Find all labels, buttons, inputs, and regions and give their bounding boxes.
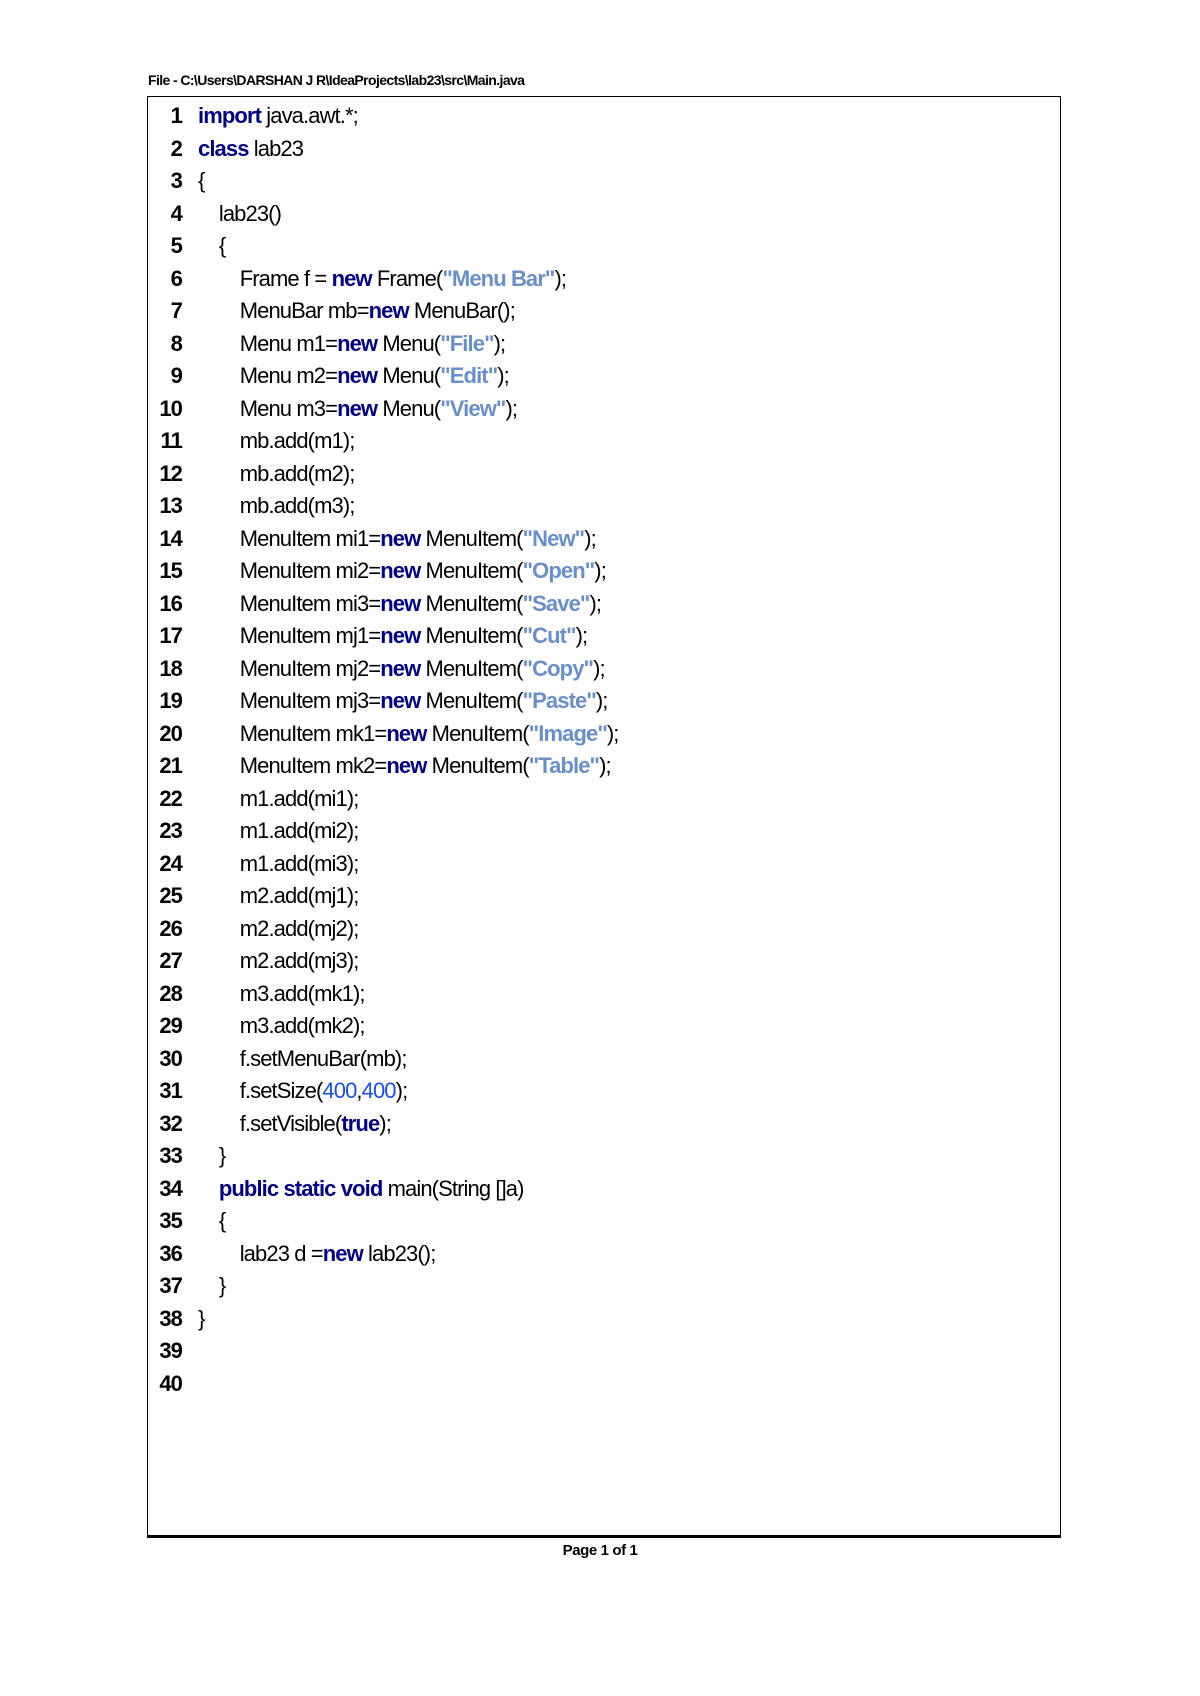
code-line xyxy=(148,978,1060,1011)
code-line xyxy=(148,945,1060,978)
keyword-token: new xyxy=(380,688,421,713)
plain-token: MenuItem( xyxy=(420,655,523,681)
plain-token: ); xyxy=(505,395,518,421)
plain-token: mb.add(m3); xyxy=(198,493,355,518)
code-line xyxy=(148,100,1060,133)
code-line xyxy=(148,165,1060,198)
plain-token: m3.add(mk2); xyxy=(198,1013,365,1038)
plain-token: mb.add(m2); xyxy=(198,460,355,486)
line-number: 24 xyxy=(159,850,182,876)
code-line xyxy=(148,815,1060,848)
plain-token: m1.add(mi3); xyxy=(198,850,359,876)
plain-token: Menu m2= xyxy=(198,363,338,388)
code-text xyxy=(198,133,303,166)
line-number: 40 xyxy=(159,1370,182,1396)
code-line xyxy=(148,880,1060,913)
plain-token: Menu m1= xyxy=(198,330,338,356)
line-number: 3 xyxy=(170,168,182,193)
code-text xyxy=(198,490,355,523)
code-text xyxy=(198,750,611,783)
plain-token: Menu( xyxy=(377,395,441,421)
line-number: 2 xyxy=(170,135,182,161)
plain-token: ); xyxy=(584,525,596,551)
plain-token: ); xyxy=(575,623,588,648)
code-line xyxy=(148,588,1060,621)
line-number: 4 xyxy=(170,200,182,226)
plain-token: ); xyxy=(599,753,611,778)
plain-token: { xyxy=(198,1208,226,1233)
plain-token: m1.add(mi2); xyxy=(198,818,359,843)
plain-token: MenuItem mj2= xyxy=(198,655,381,681)
line-number: 34 xyxy=(159,1175,182,1201)
file-path-header: File - C:\Users\DARSHAN J R\IdeaProjects\lab23\src\Main.java xyxy=(148,72,525,88)
line-number: 8 xyxy=(170,330,182,356)
code-text xyxy=(198,523,596,556)
plain-token: main(String []a) xyxy=(382,1175,524,1201)
code-text xyxy=(198,555,606,588)
line-number: 15 xyxy=(159,558,182,583)
code-line xyxy=(148,1335,1060,1368)
code-line xyxy=(148,1010,1060,1043)
plain-token: Frame f = xyxy=(198,265,332,291)
code-text xyxy=(198,1303,204,1336)
plain-token: ); xyxy=(493,330,506,356)
code-text xyxy=(198,360,509,393)
code-text xyxy=(198,198,281,231)
code-text xyxy=(198,393,517,426)
code-text xyxy=(198,263,566,296)
string-token: "Edit" xyxy=(440,363,498,388)
plain-token: f.setSize( xyxy=(198,1078,323,1103)
line-number: 35 xyxy=(159,1208,182,1233)
code-line xyxy=(148,750,1060,783)
code-line xyxy=(148,1368,1060,1401)
plain-token: ); xyxy=(497,363,509,388)
keyword-token: new xyxy=(380,525,421,551)
plain-token: Menu( xyxy=(377,330,441,356)
keyword-token: new xyxy=(380,623,421,648)
line-number: 26 xyxy=(159,915,182,941)
code-text xyxy=(198,1205,225,1238)
code-line xyxy=(148,393,1060,426)
keyword-token: new xyxy=(380,590,421,616)
code-line xyxy=(148,263,1060,296)
plain-token: } xyxy=(198,1273,226,1298)
plain-token: ); xyxy=(589,590,602,616)
code-line xyxy=(148,848,1060,881)
string-token: "Cut" xyxy=(522,623,576,648)
code-text xyxy=(198,620,587,653)
code-line xyxy=(148,1173,1060,1206)
plain-token: ); xyxy=(395,1078,408,1103)
code-text xyxy=(198,783,359,816)
string-token: "Image" xyxy=(528,720,607,746)
plain-token: f.setMenuBar(mb); xyxy=(198,1045,407,1071)
plain-token: m3.add(mk1); xyxy=(198,980,365,1006)
code-text xyxy=(198,815,359,848)
string-token: "Menu Bar" xyxy=(442,265,555,291)
code-text xyxy=(198,100,358,133)
code-line xyxy=(148,1270,1060,1303)
plain-token: MenuItem( xyxy=(420,688,523,713)
code-text xyxy=(198,880,359,913)
keyword-token: new xyxy=(331,265,372,291)
code-text xyxy=(198,425,355,458)
plain-token: MenuItem( xyxy=(426,753,529,778)
plain-token: MenuItem( xyxy=(426,720,529,746)
plain-token: MenuBar(); xyxy=(408,298,515,323)
plain-token: MenuItem mk1= xyxy=(198,720,387,746)
keyword-token: new xyxy=(386,753,427,778)
plain-token: f.setVisible( xyxy=(198,1110,342,1136)
line-number: 32 xyxy=(159,1110,182,1136)
plain-token: Menu( xyxy=(377,363,441,388)
plain-token: ); xyxy=(593,655,605,681)
code-frame xyxy=(147,96,1061,1538)
code-text xyxy=(198,1075,407,1108)
plain-token: java.awt.*; xyxy=(261,103,358,128)
plain-token: ); xyxy=(595,688,608,713)
plain-token: MenuItem mi2= xyxy=(198,558,381,583)
string-token: "Table" xyxy=(528,753,600,778)
code-text xyxy=(198,978,365,1011)
number-token: 400 xyxy=(361,1078,396,1103)
page-number: Page 1 of 1 xyxy=(562,1542,638,1559)
line-number: 14 xyxy=(159,525,182,551)
plain-token: } xyxy=(198,1143,226,1168)
line-number: 18 xyxy=(159,655,182,681)
code-line xyxy=(148,328,1060,361)
plain-token: ); xyxy=(606,720,619,746)
code-listing xyxy=(148,100,1060,1400)
line-number: 31 xyxy=(159,1078,182,1103)
plain-token: MenuBar mb= xyxy=(198,298,369,323)
plain-token: MenuItem mj1= xyxy=(198,623,381,648)
plain-token: } xyxy=(198,1305,205,1331)
keyword-token: new xyxy=(368,298,409,323)
string-token: "New" xyxy=(522,525,585,551)
plain-token: ); xyxy=(379,1110,391,1136)
line-number: 6 xyxy=(170,265,182,291)
plain-token: MenuItem( xyxy=(420,590,523,616)
plain-token: , xyxy=(356,1078,362,1103)
line-number: 12 xyxy=(159,460,182,486)
code-text xyxy=(198,685,608,718)
string-token: "File" xyxy=(440,330,494,356)
plain-token: m1.add(mi1); xyxy=(198,785,359,811)
code-text xyxy=(198,1238,435,1271)
plain-token: MenuItem( xyxy=(420,623,523,648)
code-line xyxy=(148,555,1060,588)
code-text xyxy=(198,1043,407,1076)
string-token: "Open" xyxy=(522,558,595,583)
code-line xyxy=(148,1303,1060,1336)
line-number: 25 xyxy=(159,883,182,908)
number-token: 400 xyxy=(322,1078,357,1103)
line-number: 11 xyxy=(160,428,182,453)
line-number: 39 xyxy=(159,1338,182,1363)
line-number: 9 xyxy=(170,363,182,388)
line-number: 23 xyxy=(159,818,182,843)
code-text xyxy=(198,718,619,751)
code-line xyxy=(148,685,1060,718)
code-text xyxy=(198,1140,225,1173)
code-line xyxy=(148,523,1060,556)
code-line xyxy=(148,653,1060,686)
plain-token: { xyxy=(198,168,205,193)
line-number: 27 xyxy=(159,948,182,973)
keyword-token: class xyxy=(198,135,249,161)
line-number: 20 xyxy=(159,720,182,746)
string-token: "View" xyxy=(440,395,506,421)
plain-token: Frame( xyxy=(371,265,443,291)
code-line xyxy=(148,133,1060,166)
plain-token: { xyxy=(198,233,226,258)
code-line xyxy=(148,230,1060,263)
plain-token: Menu m3= xyxy=(198,395,338,421)
line-number: 10 xyxy=(159,395,182,421)
code-text xyxy=(198,1173,524,1206)
line-number: 38 xyxy=(159,1305,182,1331)
line-number: 1 xyxy=(170,103,182,128)
plain-token: ); xyxy=(554,265,567,291)
plain-token: lab23 xyxy=(248,135,304,161)
keyword-token: public static void xyxy=(218,1175,383,1201)
code-text xyxy=(198,945,359,978)
string-token: "Save" xyxy=(522,590,590,616)
line-number: 19 xyxy=(159,688,182,713)
string-token: "Paste" xyxy=(522,688,596,713)
plain-token: lab23 d = xyxy=(198,1240,323,1266)
keyword-token: new xyxy=(380,655,421,681)
line-number: 16 xyxy=(159,590,182,616)
plain-token: MenuItem mk2= xyxy=(198,753,387,778)
code-line xyxy=(148,1043,1060,1076)
plain-token: MenuItem( xyxy=(420,558,523,583)
code-text xyxy=(198,328,505,361)
keyword-token: new xyxy=(380,558,421,583)
line-number: 22 xyxy=(159,785,182,811)
line-number: 37 xyxy=(159,1273,182,1298)
keyword-token: new xyxy=(337,395,378,421)
keyword-token: import xyxy=(198,103,262,128)
code-line xyxy=(148,458,1060,491)
plain-token: m2.add(mj3); xyxy=(198,948,359,973)
code-line xyxy=(148,295,1060,328)
code-line xyxy=(148,1108,1060,1141)
code-text xyxy=(198,230,225,263)
plain-token: MenuItem mj3= xyxy=(198,688,381,713)
plain-token: MenuItem( xyxy=(420,525,523,551)
code-line xyxy=(148,360,1060,393)
string-token: "Copy" xyxy=(522,655,594,681)
plain-token: ); xyxy=(594,558,606,583)
code-text xyxy=(198,1010,365,1043)
code-text xyxy=(198,165,204,198)
code-text xyxy=(198,1270,225,1303)
plain-token: MenuItem mi1= xyxy=(198,525,381,551)
code-line xyxy=(148,490,1060,523)
code-line xyxy=(148,1238,1060,1271)
code-text xyxy=(198,653,605,686)
line-number: 30 xyxy=(159,1045,182,1071)
line-number: 17 xyxy=(159,623,182,648)
keyword-token: new xyxy=(386,720,427,746)
code-text xyxy=(198,458,355,491)
line-number: 33 xyxy=(159,1143,182,1168)
code-line xyxy=(148,620,1060,653)
line-number: 36 xyxy=(159,1240,182,1266)
code-text xyxy=(198,588,601,621)
code-text xyxy=(198,1108,391,1141)
code-line xyxy=(148,718,1060,751)
keyword-token: new xyxy=(337,330,378,356)
code-line xyxy=(148,425,1060,458)
plain-token xyxy=(198,1176,219,1201)
plain-token: m2.add(mj1); xyxy=(198,883,359,908)
line-number: 7 xyxy=(170,298,182,323)
line-number: 28 xyxy=(159,980,182,1006)
line-number: 29 xyxy=(159,1013,182,1038)
code-line xyxy=(148,913,1060,946)
code-line xyxy=(148,1075,1060,1108)
code-line xyxy=(148,783,1060,816)
plain-token: lab23() xyxy=(198,200,282,226)
keyword-token: new xyxy=(322,1240,363,1266)
keyword-token: new xyxy=(337,363,378,388)
code-line xyxy=(148,198,1060,231)
plain-token: mb.add(m1); xyxy=(198,428,355,453)
code-text xyxy=(198,848,359,881)
code-line xyxy=(148,1140,1060,1173)
code-line xyxy=(148,1205,1060,1238)
code-text xyxy=(198,913,359,946)
plain-token: MenuItem mi3= xyxy=(198,590,381,616)
plain-token: lab23(); xyxy=(362,1240,436,1266)
plain-token: m2.add(mj2); xyxy=(198,915,359,941)
line-number: 5 xyxy=(170,233,182,258)
keyword-token: true xyxy=(341,1110,380,1136)
line-number: 21 xyxy=(159,753,182,778)
line-number: 13 xyxy=(159,493,182,518)
code-text xyxy=(198,295,515,328)
